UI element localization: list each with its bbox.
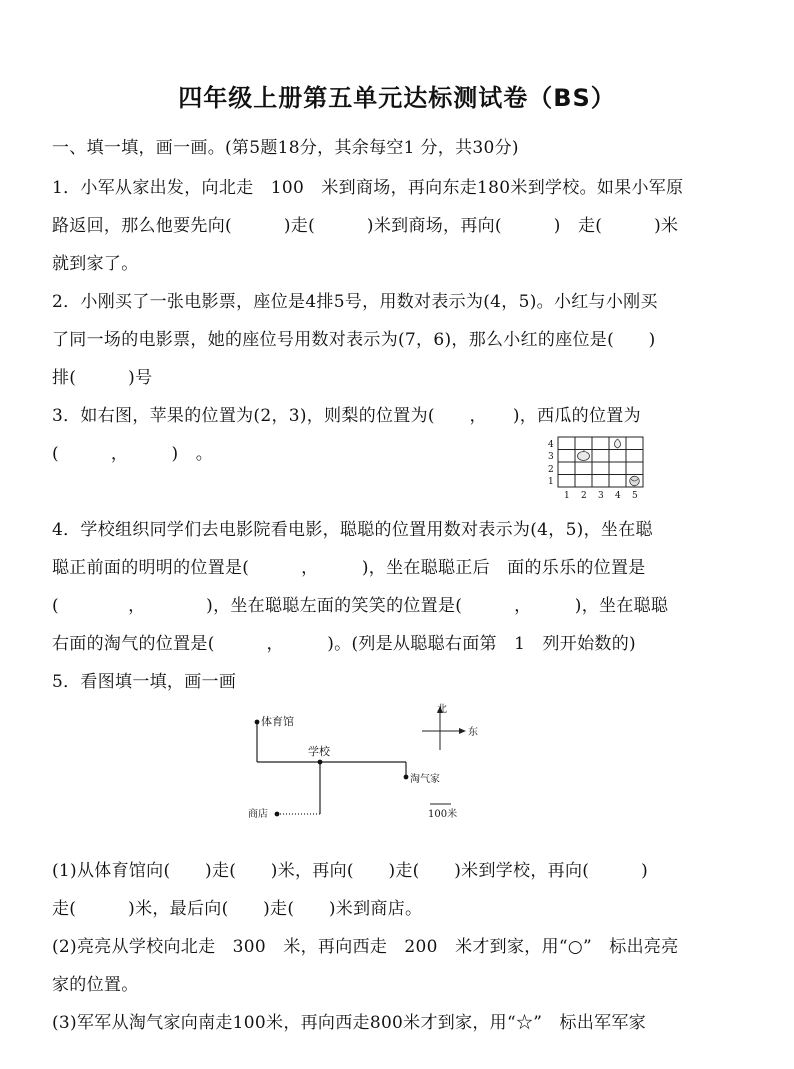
question-4-line-2: 聪正前面的明明的位置是( ， )，坐在聪聪正后 面的乐乐的位置是 — [52, 558, 646, 578]
fruit-grid-figure — [540, 435, 650, 503]
grid-y-label-3: 3 — [548, 452, 554, 462]
grid-x-label-5: 5 — [632, 491, 638, 501]
question-3-line-2: ( ， ) 。 — [52, 444, 214, 464]
grid-y-label-2: 2 — [548, 465, 554, 475]
question-2-line-2: 了同一场的电影票，她的座位号用数对表示为(7，6)，那么小红的座位是( ) — [52, 330, 656, 350]
question-5-part-2-line-1: (2)亮亮从学校向北走 300 米，再向西走 200 米才到家，用“○” 标出亮亮 — [52, 937, 679, 957]
route-map-figure — [240, 700, 480, 830]
question-5-part-1-line-2: 走( )米，最后向( )走( )米到商店。 — [52, 899, 423, 919]
question-5-part-2-line-2: 家的位置。 — [52, 975, 139, 995]
question-2-line-1: 2．小刚买了一张电影票，座位是4排5号，用数对表示为(4，5)。小红与小刚买 — [52, 292, 658, 312]
gym-marker — [255, 720, 260, 725]
grid-x-label-2: 2 — [581, 491, 587, 501]
grid-x-label-3: 3 — [598, 491, 604, 501]
shop-marker — [275, 812, 280, 817]
grid-x-label-1: 1 — [564, 491, 570, 501]
question-4-line-4: 右面的淘气的位置是( ， )。(列是从聪聪右面第 1 列开始数的) — [52, 634, 636, 654]
watermelon-icon — [630, 476, 640, 486]
question-1-line-2: 路返回，那么他要先向( )走( )米到商场，再向( ) 走( )米 — [52, 216, 679, 236]
question-3-line-1: 3．如右图，苹果的位置为(2，3)，则梨的位置为( ， )，西瓜的位置为 — [52, 406, 641, 426]
scale-label: 100米 — [428, 809, 458, 820]
question-1-line-1: 1．小军从家出发，向北走 100 米到商场，再向东走180米到学校。如果小军原 — [52, 178, 684, 198]
gym-label: 体育馆 — [261, 715, 294, 728]
question-5-part-3-line-1: (3)军军从淘气家向南走100米，再向西走800米才到家，用“☆” 标出军军家 — [52, 1013, 647, 1033]
school-marker — [318, 760, 323, 765]
taoqi-home-label: 淘气家 — [410, 774, 440, 785]
apple-icon — [578, 450, 590, 461]
taoqi-home-marker — [404, 775, 409, 780]
question-4-line-3: ( ， )，坐在聪聪左面的笑笑的位置是( ， )，坐在聪聪 — [52, 596, 669, 616]
question-2-line-3: 排( )号 — [52, 368, 153, 388]
east-label: 东 — [468, 727, 478, 738]
grid-x-label-4: 4 — [615, 491, 621, 501]
question-5-part-1-line-1: (1)从体育馆向( )走( )米，再向( )走( )米到学校，再向( ) — [52, 861, 649, 881]
grid-y-label-1: 1 — [548, 477, 554, 487]
question-4-line-1: 4．学校组织同学们去电影院看电影，聪聪的位置用数对表示为(4，5)，坐在聪 — [52, 520, 653, 540]
page-title: 四年级上册第五单元达标测试卷（BS） — [178, 84, 616, 112]
question-1-line-3: 就到家了。 — [52, 254, 139, 274]
north-label: 北 — [437, 704, 447, 715]
pear-icon — [614, 439, 620, 448]
shop-label: 商店 — [248, 809, 268, 820]
question-5-heading: 5．看图填一填，画一画 — [52, 672, 237, 692]
grid-y-label-4: 4 — [548, 440, 554, 450]
section-heading: 一、填一填，画一画。(第5题18分，其余每空1 分，共30分) — [52, 138, 519, 158]
school-label: 学校 — [308, 745, 330, 758]
route-lines — [257, 722, 406, 814]
